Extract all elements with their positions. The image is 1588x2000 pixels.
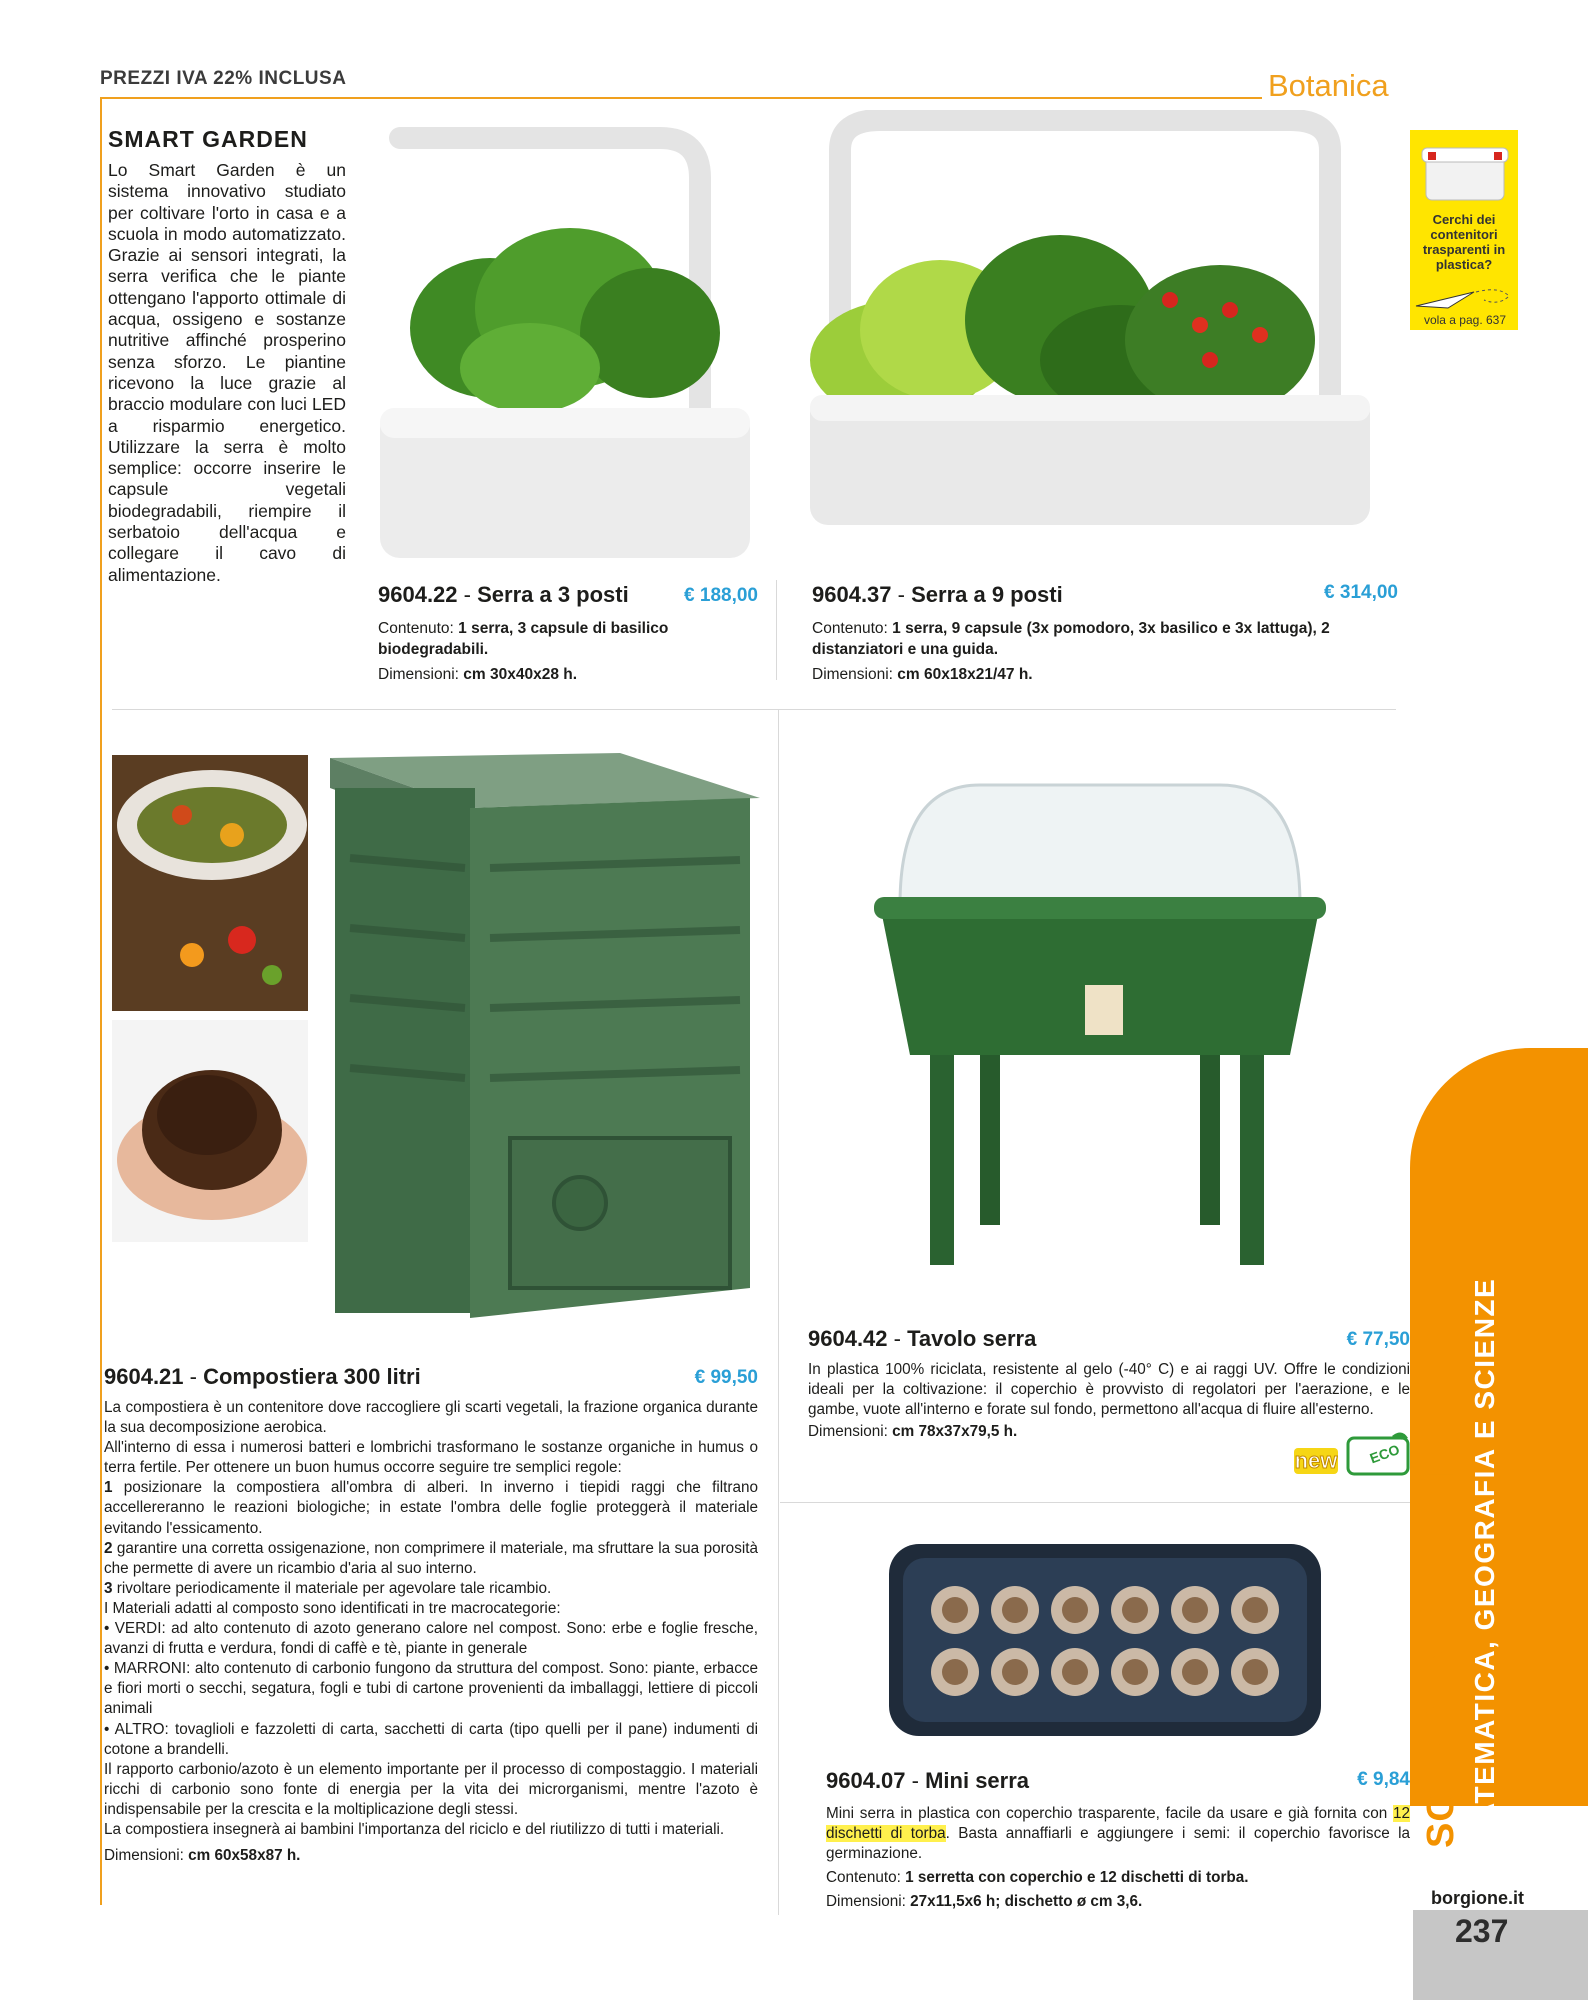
compostiera-p2: All'interno di essa i numerosi batteri e lombrichi trasformano le sostanze organiche in humus o terra fertile. Per ottenere un buon humus occorre seguire tre semplici regole:: [104, 1439, 758, 1477]
content-label: Contenuto:: [378, 620, 454, 637]
smart-garden-text: Lo Smart Garden è un sistema innovativo studiato per coltivare l'orto in casa e a scuola in modo automatizzato. Grazie ai sensori integrati, la serra verifica che le piante ottengano l'apporto ottimale di acqua, ossigeno e sostanze nutritive affinché prosperino senza sforzo. Le piantine ricevono la luce grazie al braccio modulare con luci LED a risparmio energetico. Utilizzare la serra è molto semplice: occorre inserire le capsule vegetali biodegradabili, riempire il serbatoio dell'acqua e collegare il cavo di alimentazione.: [108, 160, 346, 585]
serra-9-price: € 314,00: [1324, 582, 1398, 603]
serra-3-name: Serra a 3 posti: [477, 582, 629, 607]
soil-hands-photo: [112, 1020, 308, 1242]
eco-badge-icon: [1346, 1428, 1410, 1476]
sidebar-vertical-labels: [1420, 1277, 1500, 1848]
right-horizontal-divider: [780, 1502, 1410, 1503]
horizontal-divider: [112, 709, 1396, 710]
miniserra-title: [826, 1768, 1029, 1794]
miniserra-text: [826, 1804, 1410, 1864]
new-badge: new: [1294, 1448, 1338, 1473]
miniserra-name: Mini serra: [925, 1768, 1030, 1793]
compostiera-title: [104, 1364, 421, 1390]
peat-disc-center: [1062, 1597, 1088, 1623]
compostiera-p3: I Materiali adatti al composto sono identificati in tre macrocategorie:: [104, 1599, 561, 1617]
title-separator: -: [457, 582, 478, 607]
tavolo-code: 9604.42: [808, 1326, 888, 1351]
content-label: Contenuto:: [826, 1869, 901, 1887]
tavolo-dimensions: cm 78x37x79,5 h.: [892, 1423, 1018, 1441]
peat-disc-center: [1122, 1597, 1148, 1623]
serra-3-code: 9604.22: [378, 582, 458, 607]
title-separator: -: [887, 1326, 908, 1351]
compostiera-bullet-altro: • ALTRO: tovaglioli e fazzoletti di carta, sacchetti di carta (tipo quelli per il pane) indumenti di cotone a brandelli.: [104, 1720, 758, 1758]
peat-disc-center: [942, 1659, 968, 1685]
compost-bin-image: [320, 748, 760, 1328]
compostiera-bullet-verdi: • VERDI: ad alto contenuto di azoto generano calore nel compost. Sono: erbe e foglie fresche, avanzi di frutta e verdura, fondi di caffè e tè, piante in generale: [104, 1620, 758, 1658]
serra-9-name: Serra a 9 posti: [911, 582, 1063, 607]
compostiera-rule-1: [104, 1478, 758, 1538]
rule-text: posizionare la compostiera all'ombra di alberi. In inverno i tiepidi raggi che filtrano accellereranno le reazioni biologiche; in estate l'ombra delle foglie proteggerà il materiale evitando l'essicamento.: [104, 1479, 758, 1537]
dim-label: Dimensioni:: [808, 1423, 888, 1441]
peat-disc-center: [1002, 1597, 1028, 1623]
column-divider-top: [776, 580, 777, 680]
rule-number: 3: [104, 1579, 113, 1597]
compostiera-p4: Il rapporto carbonio/azoto è un elemento importante per il processo di compostaggio. I materiali ricchi di carbonio sono fonte di energia per la vita dei microrganismi, mentre l'azoto è indispensabile per la crescita e la moltiplicazione degli stessi.: [104, 1760, 758, 1818]
compostiera-price: € 99,50: [694, 1367, 758, 1388]
peat-disc-center: [1182, 1597, 1208, 1623]
compostiera-description: [104, 1398, 758, 1866]
peat-disc-center: [1182, 1659, 1208, 1685]
column-divider-middle: [778, 710, 779, 1915]
title-separator: -: [183, 1364, 204, 1389]
paper-plane-icon: [1414, 286, 1514, 312]
tavolo-description: [808, 1360, 1410, 1442]
peat-disc-center: [1242, 1659, 1268, 1685]
website-link[interactable]: borgione.it: [1431, 1888, 1524, 1908]
compostiera-p5: La compostiera insegnerà ai bambini l'importanza del riciclo e del riutilizzo di tutti i materiali.: [104, 1820, 725, 1838]
miniserra-code: 9604.07: [826, 1768, 906, 1793]
eco-badge-text: ECO: [1367, 1441, 1402, 1467]
peat-disc-center: [1062, 1659, 1088, 1685]
section-title: Botanica: [1268, 68, 1389, 103]
compostiera-dimensions-line: [104, 1846, 758, 1866]
price-note: PREZZI IVA 22% INCLUSA: [100, 68, 347, 89]
serra-9-title: [812, 582, 1063, 608]
compostiera-rule-3: [104, 1579, 758, 1599]
miniserra-price: € 9,84: [1357, 1769, 1410, 1790]
peat-disc-center: [1242, 1597, 1268, 1623]
compostiera-p1: La compostiera è un contenitore dove raccogliere gli scarti vegetali, la frazione organica durante la sua decomposizione aerobica.: [104, 1399, 758, 1437]
miniserra-content: 1 serretta con coperchio e 12 dischetti di torba.: [905, 1869, 1249, 1887]
serra-9-details: [812, 618, 1402, 685]
tavolo-name: Tavolo serra: [907, 1326, 1037, 1351]
serra-9-posti-image: [790, 110, 1390, 530]
smart-garden-title: SMART GARDEN: [108, 126, 308, 152]
peat-disc-center: [942, 1597, 968, 1623]
tavolo-serra-image: [860, 765, 1340, 1275]
tavolo-price: € 77,50: [1346, 1329, 1410, 1350]
mini-serra-image: [885, 1540, 1325, 1740]
tavolo-dimensions-line: [808, 1422, 1410, 1442]
miniserra-highlight: 12 dischetti di torba: [826, 1805, 1410, 1843]
header-rule: [100, 97, 1262, 99]
title-separator: -: [905, 1768, 926, 1793]
compostiera-code: 9604.21: [104, 1364, 184, 1389]
peat-disc-center: [1122, 1659, 1148, 1685]
tavolo-title: [808, 1326, 1036, 1352]
content-label: Contenuto:: [812, 620, 888, 637]
left-border: [100, 97, 102, 1905]
serra-3-posti-image: [370, 118, 760, 568]
peat-disc-center: [1002, 1659, 1028, 1685]
miniserra-text-a: Mini serra in plastica con coperchio trasparente, facile da usare e già fornita con: [826, 1805, 1393, 1822]
rule-text: rivoltare periodicamente il materiale per agevolare tale ricambio.: [112, 1579, 552, 1597]
serra-3-title: [378, 582, 629, 608]
rule-number: 2: [104, 1539, 113, 1557]
dim-label: Dimensioni:: [104, 1847, 184, 1865]
title-separator: -: [891, 582, 912, 607]
serra-9-code: 9604.37: [812, 582, 892, 607]
serra-3-price: € 188,00: [684, 585, 758, 606]
serra-9-content: 1 serra, 9 capsule (3x pomodoro, 3x basilico e 3x lattuga), 2 distanziatori e una guida.: [812, 620, 1330, 658]
sidebar-subcategory: MATEMATICA, GEOGRAFIA E SCIENZE: [1469, 1277, 1500, 1848]
serra-3-dimensions: cm 30x40x28 h.: [463, 666, 578, 683]
serra-9-dimensions: cm 60x18x21/47 h.: [897, 666, 1033, 683]
compostiera-bullet-marroni: • MARRONI: alto contenuto di carbonio fungono da struttura del compost. Sono: piante, erbacce e fiori morti o secchi, segatura, fogli e tubi di cartone provenienti da imballaggi, lettiere di piccoli animali: [104, 1660, 758, 1718]
serra-3-details: [378, 618, 758, 685]
dim-label: Dimensioni:: [826, 1893, 906, 1911]
miniserra-dimensions-line: [826, 1892, 1410, 1912]
compostiera-dimensions: cm 60x58x87 h.: [188, 1847, 301, 1865]
compostiera-rule-2: [104, 1539, 758, 1579]
serra-3-content: 1 serra, 3 capsule di basilico biodegradabili.: [378, 620, 669, 658]
miniserra-dimensions: 27x11,5x6 h; dischetto ø cm 3,6.: [910, 1893, 1143, 1911]
compost-scraps-photo: [112, 755, 308, 1011]
dim-label: Dimensioni:: [378, 666, 459, 683]
page-number: 237: [1455, 1913, 1509, 1949]
container-icon: [1420, 136, 1510, 206]
sticky-note-ref[interactable]: vola a pag. 637: [1423, 313, 1507, 327]
miniserra-description: [826, 1804, 1410, 1912]
rule-text: garantire una corretta ossigenazione, non comprimere il materiale, ma sfruttare la sua porosità che permette di avere un ricambio d'aria al suo interno.: [104, 1539, 758, 1577]
tavolo-text: In plastica 100% riciclata, resistente al gelo (-40° C) e ai raggi UV. Offre le condizioni ideali per la coltivazione: il coperchio è provvisto di regolatori per l'aerazione, e le gambe, vuote all'interno e forate sul fondo, permettono all'acqua di fluire all'esterno.: [808, 1361, 1410, 1419]
miniserra-content-line: [826, 1868, 1410, 1888]
sticky-note-text: Cerchi dei contenitori trasparenti in plastica?: [1422, 212, 1506, 272]
rule-number: 1: [104, 1479, 113, 1497]
sidebar-category: SCIENZE NATURALI: [1420, 1465, 1462, 1848]
compostiera-name: Compostiera 300 litri: [203, 1364, 421, 1389]
miniserra-text-b: . Basta annaffiarli e aggiungere i semi: il coperchio favorisce la germinazione.: [826, 1825, 1410, 1863]
dim-label: Dimensioni:: [812, 666, 893, 683]
